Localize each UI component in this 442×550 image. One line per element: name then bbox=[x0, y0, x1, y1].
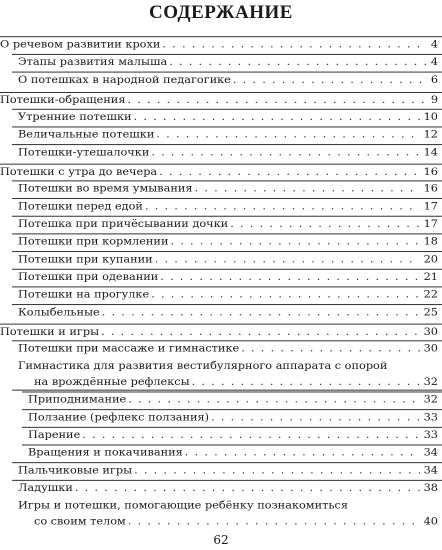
leader-dots bbox=[156, 126, 419, 142]
toc-entry[interactable] bbox=[12, 340, 442, 355]
toc-page: 12 bbox=[423, 128, 438, 141]
leader-dots bbox=[128, 513, 420, 529]
toc-entry[interactable] bbox=[12, 286, 442, 301]
toc-label: Величальные потешки bbox=[18, 128, 155, 141]
toc-label: Потешки при кормлении bbox=[18, 235, 169, 248]
toc-label: О потешках в народной педагогике bbox=[18, 73, 231, 86]
toc-page: 16 bbox=[423, 182, 438, 195]
leader-dots bbox=[170, 233, 419, 249]
toc-label: Вращения и покачивания bbox=[28, 446, 183, 459]
page-title: СОДЕРЖАНИЕ bbox=[149, 2, 293, 23]
leader-dots bbox=[230, 216, 419, 232]
toc-page: 10 bbox=[423, 110, 438, 123]
toc-label: Потешки на прогулке bbox=[18, 288, 150, 301]
leader-dots bbox=[195, 180, 420, 196]
toc-page: 33 bbox=[423, 411, 438, 424]
toc-entry[interactable] bbox=[12, 72, 442, 86]
toc-label: Ладушки bbox=[18, 481, 73, 494]
toc-page: 9 bbox=[430, 93, 438, 107]
toc-entry[interactable] bbox=[0, 92, 442, 107]
toc-page: 25 bbox=[423, 305, 438, 319]
leader-dots bbox=[101, 324, 420, 340]
toc-page: 6 bbox=[430, 73, 438, 86]
toc-label: Потешка при причёсывании дочки bbox=[18, 217, 229, 230]
toc-page: 33 bbox=[423, 428, 438, 441]
leader-dots bbox=[211, 409, 420, 425]
toc-page: 22 bbox=[423, 288, 438, 301]
leader-dots bbox=[128, 392, 419, 408]
leader-dots bbox=[192, 374, 420, 390]
toc-label: Ползание (рефлекс ползания) bbox=[28, 411, 210, 424]
toc-page: 18 bbox=[423, 235, 438, 248]
leader-dots bbox=[185, 445, 420, 461]
toc-entry[interactable] bbox=[12, 126, 442, 141]
leader-dots bbox=[159, 164, 419, 180]
toc-label: Потешки и игры bbox=[0, 325, 100, 338]
toc-page: 20 bbox=[423, 252, 438, 266]
toc-page: 16 bbox=[423, 165, 438, 178]
toc-entry[interactable] bbox=[0, 164, 442, 178]
toc-label: Потешки перед едой bbox=[18, 199, 143, 213]
leader-dots bbox=[233, 72, 427, 88]
toc-entry[interactable] bbox=[12, 269, 442, 283]
toc-page: 34 bbox=[423, 464, 438, 477]
toc-entry[interactable] bbox=[12, 304, 442, 319]
toc-page: 40 bbox=[423, 515, 438, 528]
toc-page: 4 bbox=[430, 55, 438, 68]
leader-dots bbox=[151, 286, 419, 302]
toc-page: 21 bbox=[423, 270, 438, 283]
toc-label: Игры и потешки, помогающие ребёнку познакомиться bbox=[18, 499, 348, 512]
leader-dots bbox=[151, 144, 419, 160]
toc-label-continued: на врождённые рефлексы bbox=[34, 375, 190, 388]
toc-entry[interactable] bbox=[12, 216, 442, 230]
leader-dots bbox=[82, 427, 419, 443]
toc-label: Потешки с утра до вечера bbox=[0, 165, 158, 178]
toc-page: 17 bbox=[423, 217, 438, 230]
leader-dots bbox=[162, 36, 426, 52]
toc-entry[interactable] bbox=[12, 462, 442, 477]
toc-page: 32 bbox=[423, 393, 438, 406]
leader-dots bbox=[134, 109, 420, 125]
toc-entry[interactable] bbox=[0, 324, 442, 338]
toc-label: Этапы развития малыша bbox=[18, 55, 168, 68]
toc-label: Утренние потешки bbox=[18, 110, 132, 123]
toc-entry[interactable] bbox=[22, 392, 442, 406]
toc-entry[interactable] bbox=[12, 144, 442, 159]
leader-dots bbox=[75, 480, 420, 496]
leader-dots bbox=[155, 251, 420, 267]
leader-dots bbox=[145, 198, 420, 214]
leader-dots bbox=[102, 304, 420, 320]
toc-entry[interactable] bbox=[12, 480, 442, 494]
toc-label: Колыбельные bbox=[18, 305, 100, 319]
toc-entry-multiline[interactable] bbox=[12, 498, 442, 530]
toc-entry[interactable] bbox=[12, 109, 442, 123]
toc-entry[interactable] bbox=[12, 251, 442, 266]
toc-entry[interactable] bbox=[12, 54, 442, 68]
toc-label: Потешки-обращения bbox=[0, 93, 126, 107]
toc-entry[interactable] bbox=[22, 445, 442, 459]
page-number: 62 bbox=[0, 533, 442, 547]
toc-label: Потешки при купании bbox=[18, 252, 153, 266]
toc-entry[interactable] bbox=[22, 409, 442, 424]
toc-page: 34 bbox=[423, 446, 438, 459]
leader-dots bbox=[169, 54, 427, 70]
toc-entry[interactable] bbox=[12, 198, 442, 213]
toc-entry[interactable] bbox=[12, 233, 442, 248]
leader-dots bbox=[241, 340, 419, 356]
leader-dots bbox=[134, 462, 420, 478]
toc-label: Приподнимание bbox=[28, 393, 127, 406]
toc-label: Гимнастика для развития вестибулярного аппарата с опорой bbox=[18, 359, 388, 372]
leader-dots bbox=[160, 269, 419, 285]
toc-page: 14 bbox=[423, 146, 438, 159]
toc-label: Парение bbox=[28, 428, 81, 441]
toc-page: 17 bbox=[423, 199, 438, 213]
toc-page: 4 bbox=[430, 38, 438, 51]
toc-label: Потешки-утешалочки bbox=[18, 146, 150, 159]
toc-label: Пальчиковые игры bbox=[18, 464, 133, 477]
toc-entry[interactable] bbox=[0, 36, 442, 51]
leader-dots bbox=[127, 92, 426, 108]
toc-label: Потешки при одевании bbox=[18, 270, 159, 283]
toc-page: 38 bbox=[423, 481, 438, 494]
toc-label: О речевом развитии крохи bbox=[0, 38, 161, 51]
toc-label: Потешки при массаже и гимнастике bbox=[18, 342, 240, 355]
toc-page: 32 bbox=[423, 375, 438, 388]
toc-entry[interactable] bbox=[12, 180, 442, 195]
toc-label-continued: со своим телом bbox=[34, 515, 126, 528]
toc-entry[interactable] bbox=[22, 427, 442, 441]
toc-entry-multiline[interactable] bbox=[12, 358, 442, 391]
toc-page: 30 bbox=[423, 325, 438, 338]
toc-page: 30 bbox=[423, 342, 438, 355]
toc-label: Потешки во время умывания bbox=[18, 182, 193, 195]
